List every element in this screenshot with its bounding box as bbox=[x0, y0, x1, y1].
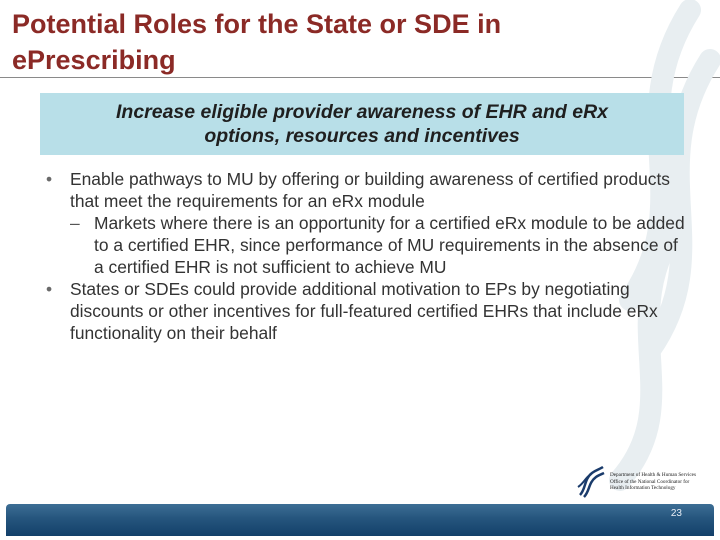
sub-bullet-item bbox=[70, 212, 686, 278]
logo-line-1: Department of Health & Human Services bbox=[610, 472, 696, 479]
footer-bar bbox=[6, 504, 714, 536]
logo-line-3: Health Information Technology bbox=[610, 485, 676, 492]
logo-line-2: Office of the National Coordinator for bbox=[610, 478, 690, 485]
bullet-marker: • bbox=[46, 169, 53, 189]
title-divider bbox=[0, 77, 720, 78]
banner-text: Increase eligible provider awareness of EHR and eRx options, resources and incentives bbox=[115, 101, 609, 147]
bullet-marker: • bbox=[46, 279, 53, 299]
sub-bullet-marker: – bbox=[70, 213, 80, 233]
bullet-item bbox=[46, 278, 686, 344]
bullet-list bbox=[46, 168, 686, 344]
sub-bullet-text: Markets where there is an opportunity for a certified eRx module to be added to a certified EHR, since performance of MU requirements in the absence of a certified EHR is not sufficient to achieve MU bbox=[94, 213, 685, 277]
page-number: 23 bbox=[670, 508, 682, 519]
hhs-onc-logo bbox=[576, 464, 716, 500]
key-message-banner bbox=[40, 93, 684, 155]
slide-title: Potential Roles for the State or SDE in ePrescribing bbox=[12, 9, 502, 75]
bullet-text: States or SDEs could provide additional motivation to EPs by negotiating discounts or other incentives for full-featured certified EHRs that include eRx functionality on their behalf bbox=[70, 279, 658, 343]
bullet-item bbox=[46, 168, 686, 212]
hhs-eagle-icon bbox=[576, 465, 606, 499]
bullet-text: Enable pathways to MU by offering or building awareness of certified products that meet the requirements for an eRx module bbox=[70, 169, 670, 211]
